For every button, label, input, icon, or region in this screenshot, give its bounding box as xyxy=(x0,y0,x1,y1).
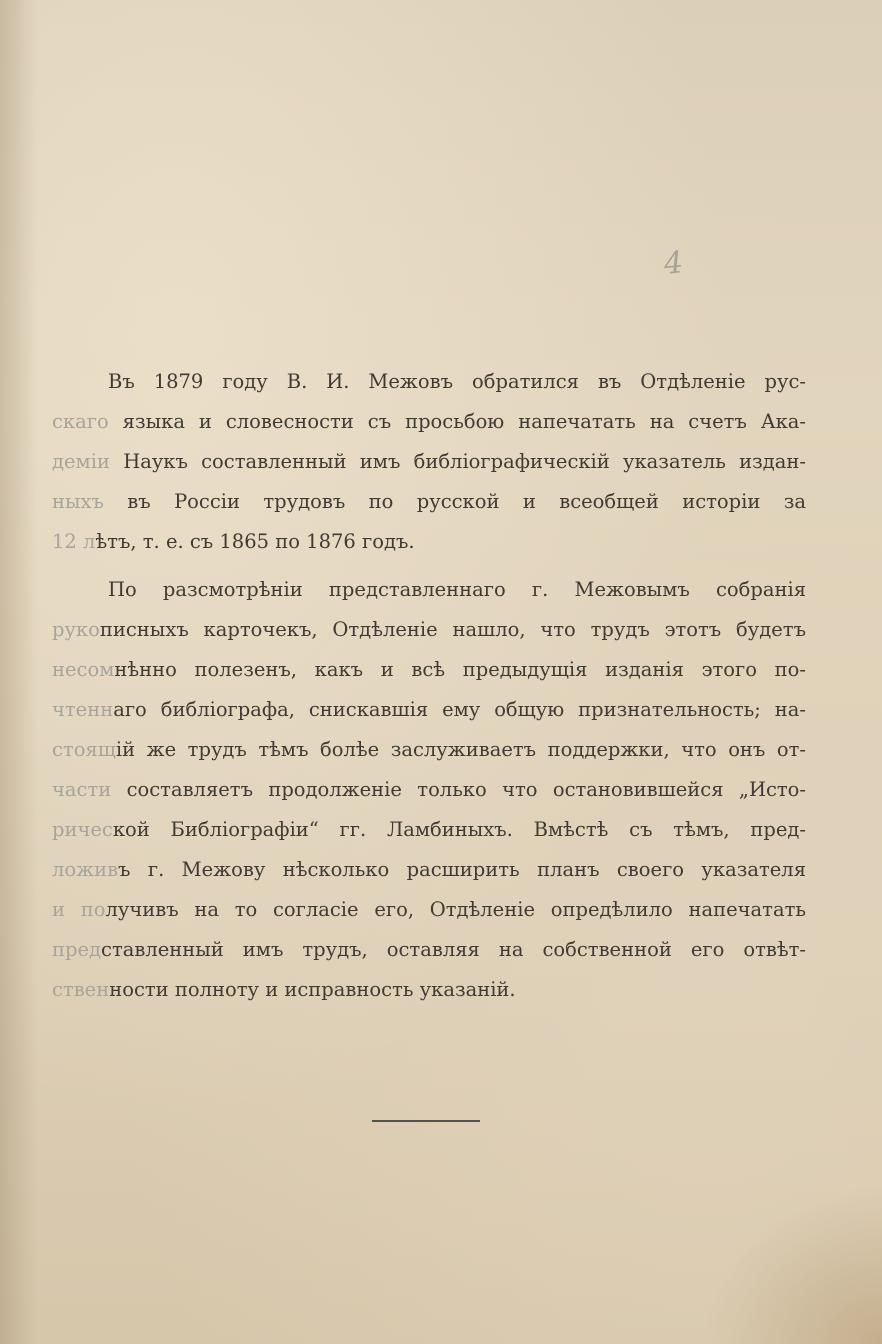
text-line: и получивъ на то согласіе его, Отдѣленіе опредѣлило напечатать xyxy=(52,898,807,921)
section-divider-rule xyxy=(372,1120,480,1122)
text-line: ственности полноту и исправность указаній. xyxy=(52,978,516,1001)
text-line: ныхъ въ Россіи трудовъ по русской и всеобщей исторіи за xyxy=(52,490,806,513)
page-binding-shadow xyxy=(0,0,38,1344)
text-line: рической Библіографіи“ гг. Ламбиныхъ. Вмѣстѣ съ тѣмъ, пред- xyxy=(52,818,806,841)
text-line: представленный имъ трудъ, оставляя на собственной его отвѣт- xyxy=(52,938,806,961)
paragraph-2 xyxy=(52,570,806,1010)
handwritten-page-number: 4 xyxy=(662,245,685,282)
text-line: По разсмотрѣніи представленнаго г. Межовымъ собранія xyxy=(108,578,806,601)
page-corner-stain xyxy=(702,1184,882,1344)
text-line: 12 лѣтъ, т. е. съ 1865 по 1876 годъ. xyxy=(52,530,415,553)
text-line: части составляетъ продолженіе только что остановившейся „Исто- xyxy=(52,778,806,801)
text-line: Въ 1879 году В. И. Межовъ обратился въ Отдѣленіе рус- xyxy=(108,370,806,393)
text-line: ложивъ г. Межову нѣсколько расширить планъ своего указателя xyxy=(52,858,806,881)
text-line: стоящій же трудъ тѣмъ болѣе заслуживаетъ поддержки, что онъ от- xyxy=(52,738,806,761)
text-line: скаго языка и словесности съ просьбою напечатать на счетъ Ака- xyxy=(52,410,806,433)
text-line: чтеннаго библіографа, снискавшія ему общую признательность; на- xyxy=(52,698,806,721)
text-line: деміи Наукъ составленный имъ библіографическій указатель издан- xyxy=(52,450,806,473)
text-line: рукописныхъ карточекъ, Отдѣленіе нашло, что трудъ этотъ будетъ xyxy=(52,618,806,641)
paragraph-1 xyxy=(52,362,806,562)
text-line: несомнѣнно полезенъ, какъ и всѣ предыдущія изданія этого по- xyxy=(52,658,806,681)
